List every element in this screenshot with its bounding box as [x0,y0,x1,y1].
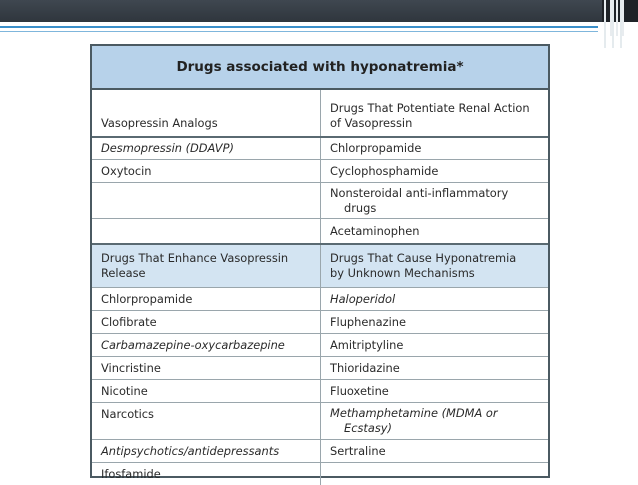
table-row [92,219,548,245]
table-row [92,160,548,183]
header-line: Drugs That Potentiate Renal Action [330,101,530,115]
cell-right: Haloperidol [330,291,396,306]
cell-left: Oxytocin [92,160,321,182]
table-row [92,440,548,463]
cell-left: Desmopressin (DDAVP) [92,138,321,159]
table-row [92,334,548,357]
cell-right: Sertraline [330,443,386,458]
table-row [92,183,548,219]
cell-right: Amitriptyline [330,337,404,352]
slide-accent-rule [0,26,598,28]
table-row [92,380,548,403]
header-line: Drugs That Enhance Vasopressin [101,251,289,265]
cell-left: Ifosfamide [92,463,321,485]
header-line: by Unknown Mechanisms [330,266,475,280]
section-header-row [92,90,548,138]
cell-right [321,403,548,439]
slide-top-bar [0,0,638,22]
cell-right: Fluoxetine [330,383,389,398]
cell-right: Fluphenazine [330,314,406,329]
cell-right [321,183,548,218]
header-line: Drugs That Cause Hyponatremia [330,251,517,265]
table-row [92,311,548,334]
table-title: Drugs associated with hyponatremia* [92,46,548,90]
unknown-mechanisms-header [321,245,548,287]
cell-left: Narcotics [92,403,321,439]
cell-left [92,219,321,243]
cell-line: Methamphetamine (MDMA or [330,406,498,420]
slide-corner-line [612,0,614,48]
cell-line: drugs [344,200,377,215]
cell-left: Clofibrate [92,311,321,333]
vasopressin-analogs-header: Vasopressin Analogs [92,90,321,136]
section-header-row [92,245,548,288]
cell-left: Antipsychotics/antidepressants [92,440,321,462]
cell-left: Carbamazepine-oxycarbazepine [92,334,321,356]
cell-right: Cyclophosphamide [330,163,439,178]
header-line: Release [101,266,146,280]
hyponatremia-drugs-table [90,44,550,481]
cell-left [92,183,321,218]
header-line: of Vasopressin [330,116,413,130]
cell-right: Chlorpropamide [330,141,422,155]
table-row [92,463,548,485]
table-row [92,138,548,160]
cell-left: Nicotine [92,380,321,402]
cell-right: Acetaminophen [330,223,420,238]
slide-corner-line [620,0,622,48]
table-row [92,403,548,440]
cell-left: Chlorpropamide [92,288,321,310]
cell-line: Ecstasy) [344,421,392,435]
enhance-release-header [92,245,321,287]
cell-line: Nonsteroidal anti-inflammatory [330,185,509,200]
renal-action-header [321,90,548,136]
cell-right: Thioridazine [330,360,400,375]
slide-accent-rule-thin [0,31,598,32]
cell-right [321,463,548,485]
slide-corner-line [604,0,606,48]
cell-left: Vincristine [92,357,321,379]
table-row [92,288,548,311]
table-row [92,357,548,380]
